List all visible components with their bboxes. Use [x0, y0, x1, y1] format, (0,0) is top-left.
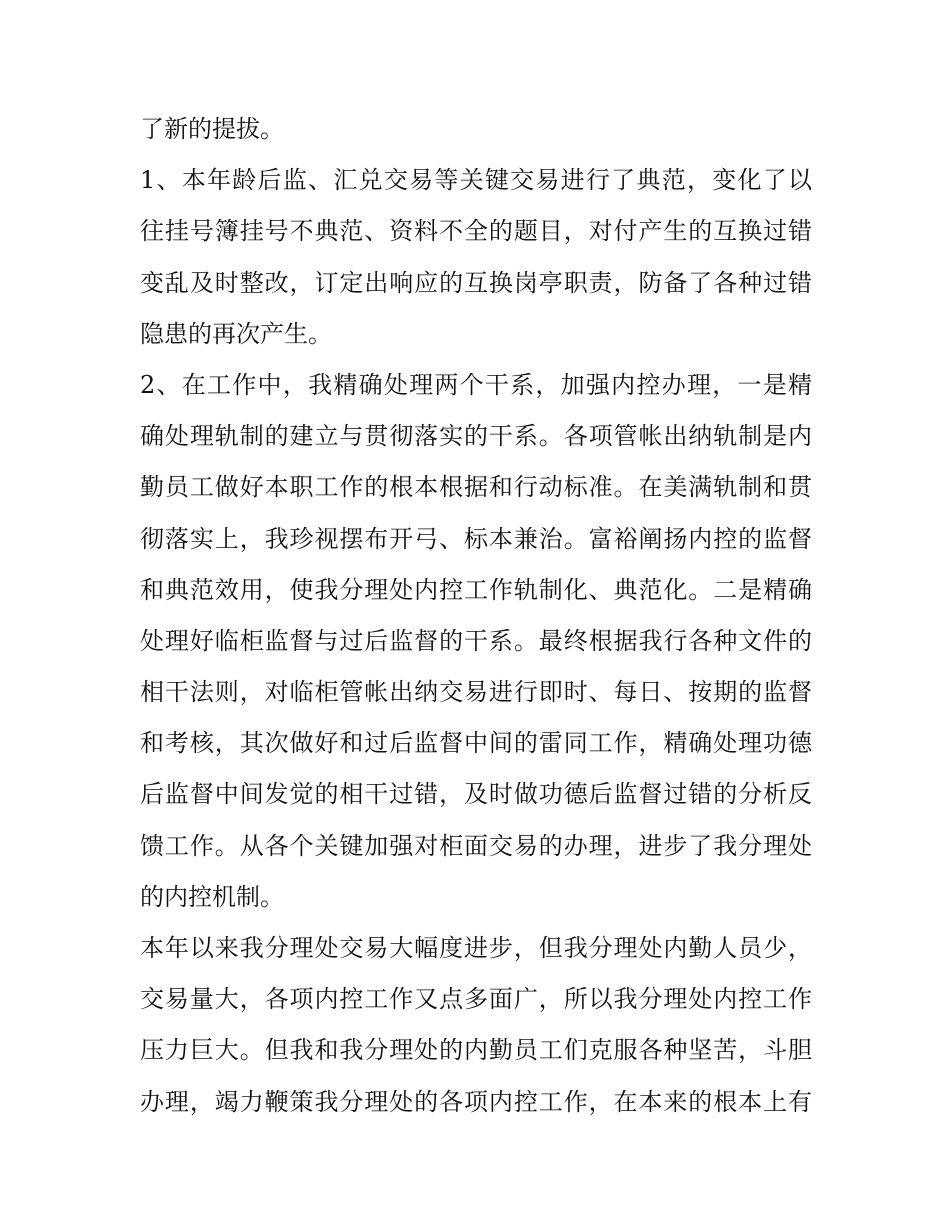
text-line: 勤员工做好本职工作的根本根据和行动标准。在美满轨制和贯 — [140, 473, 812, 502]
text-line: 办理，竭力鞭策我分理处的各项内控工作，在本来的根本上有 — [140, 1087, 812, 1116]
text-line: 变乱及时整改，订定出响应的互换岗亭职责，防备了各种过错 — [140, 268, 812, 297]
body-text — [140, 104, 812, 1128]
text-line: 本年以来我分理处交易大幅度进步，但我分理处内勤人员少， — [140, 934, 812, 962]
text-line: 隐患的再次产生。 — [140, 319, 332, 348]
text-line: 确处理轨制的建立与贯彻落实的干系。各项管帐出纳轨制是内 — [140, 422, 812, 451]
text-line: 2、在工作中，我精确处理两个干系，加强内控办理，一是精 — [140, 370, 812, 399]
text-line: 彻落实上，我珍视摆布开弓、标本兼治。富裕阐扬内控的监督 — [140, 524, 812, 553]
text-line: 压力巨大。但我和我分理处的内勤员工们克服各种坚苦，斗胆 — [140, 1036, 812, 1065]
text-line: 交易量大，各项内控工作又点多面广，所以我分理处内控工作 — [140, 985, 812, 1014]
text-line: 1、本年龄后监、汇兑交易等关键交易进行了典范，变化了以 — [140, 166, 812, 195]
text-line: 的内控机制。 — [140, 882, 284, 911]
text-line: 和典范效用，使我分理处内控工作轨制化、典范化。二是精确 — [140, 575, 812, 604]
text-line: 馈工作。从各个关键加强对柜面交易的办理，进步了我分理处 — [140, 831, 812, 860]
text-line: 处理好临柜监督与过后监督的干系。最终根据我行各种文件的 — [140, 626, 812, 655]
text-line: 往挂号簿挂号不典范、资料不全的题目，对付产生的互换过错 — [140, 217, 812, 246]
text-line: 了新的提拔。 — [140, 115, 284, 143]
text-line: 和考核，其次做好和过后监督中间的雷同工作，精确处理功德 — [140, 729, 812, 758]
text-line: 后监督中间发觉的相干过错，及时做功德后监督过错的分析反 — [140, 780, 812, 809]
text-line: 相干法则，对临柜管帐出纳交易进行即时、每日、按期的监督 — [140, 678, 812, 707]
